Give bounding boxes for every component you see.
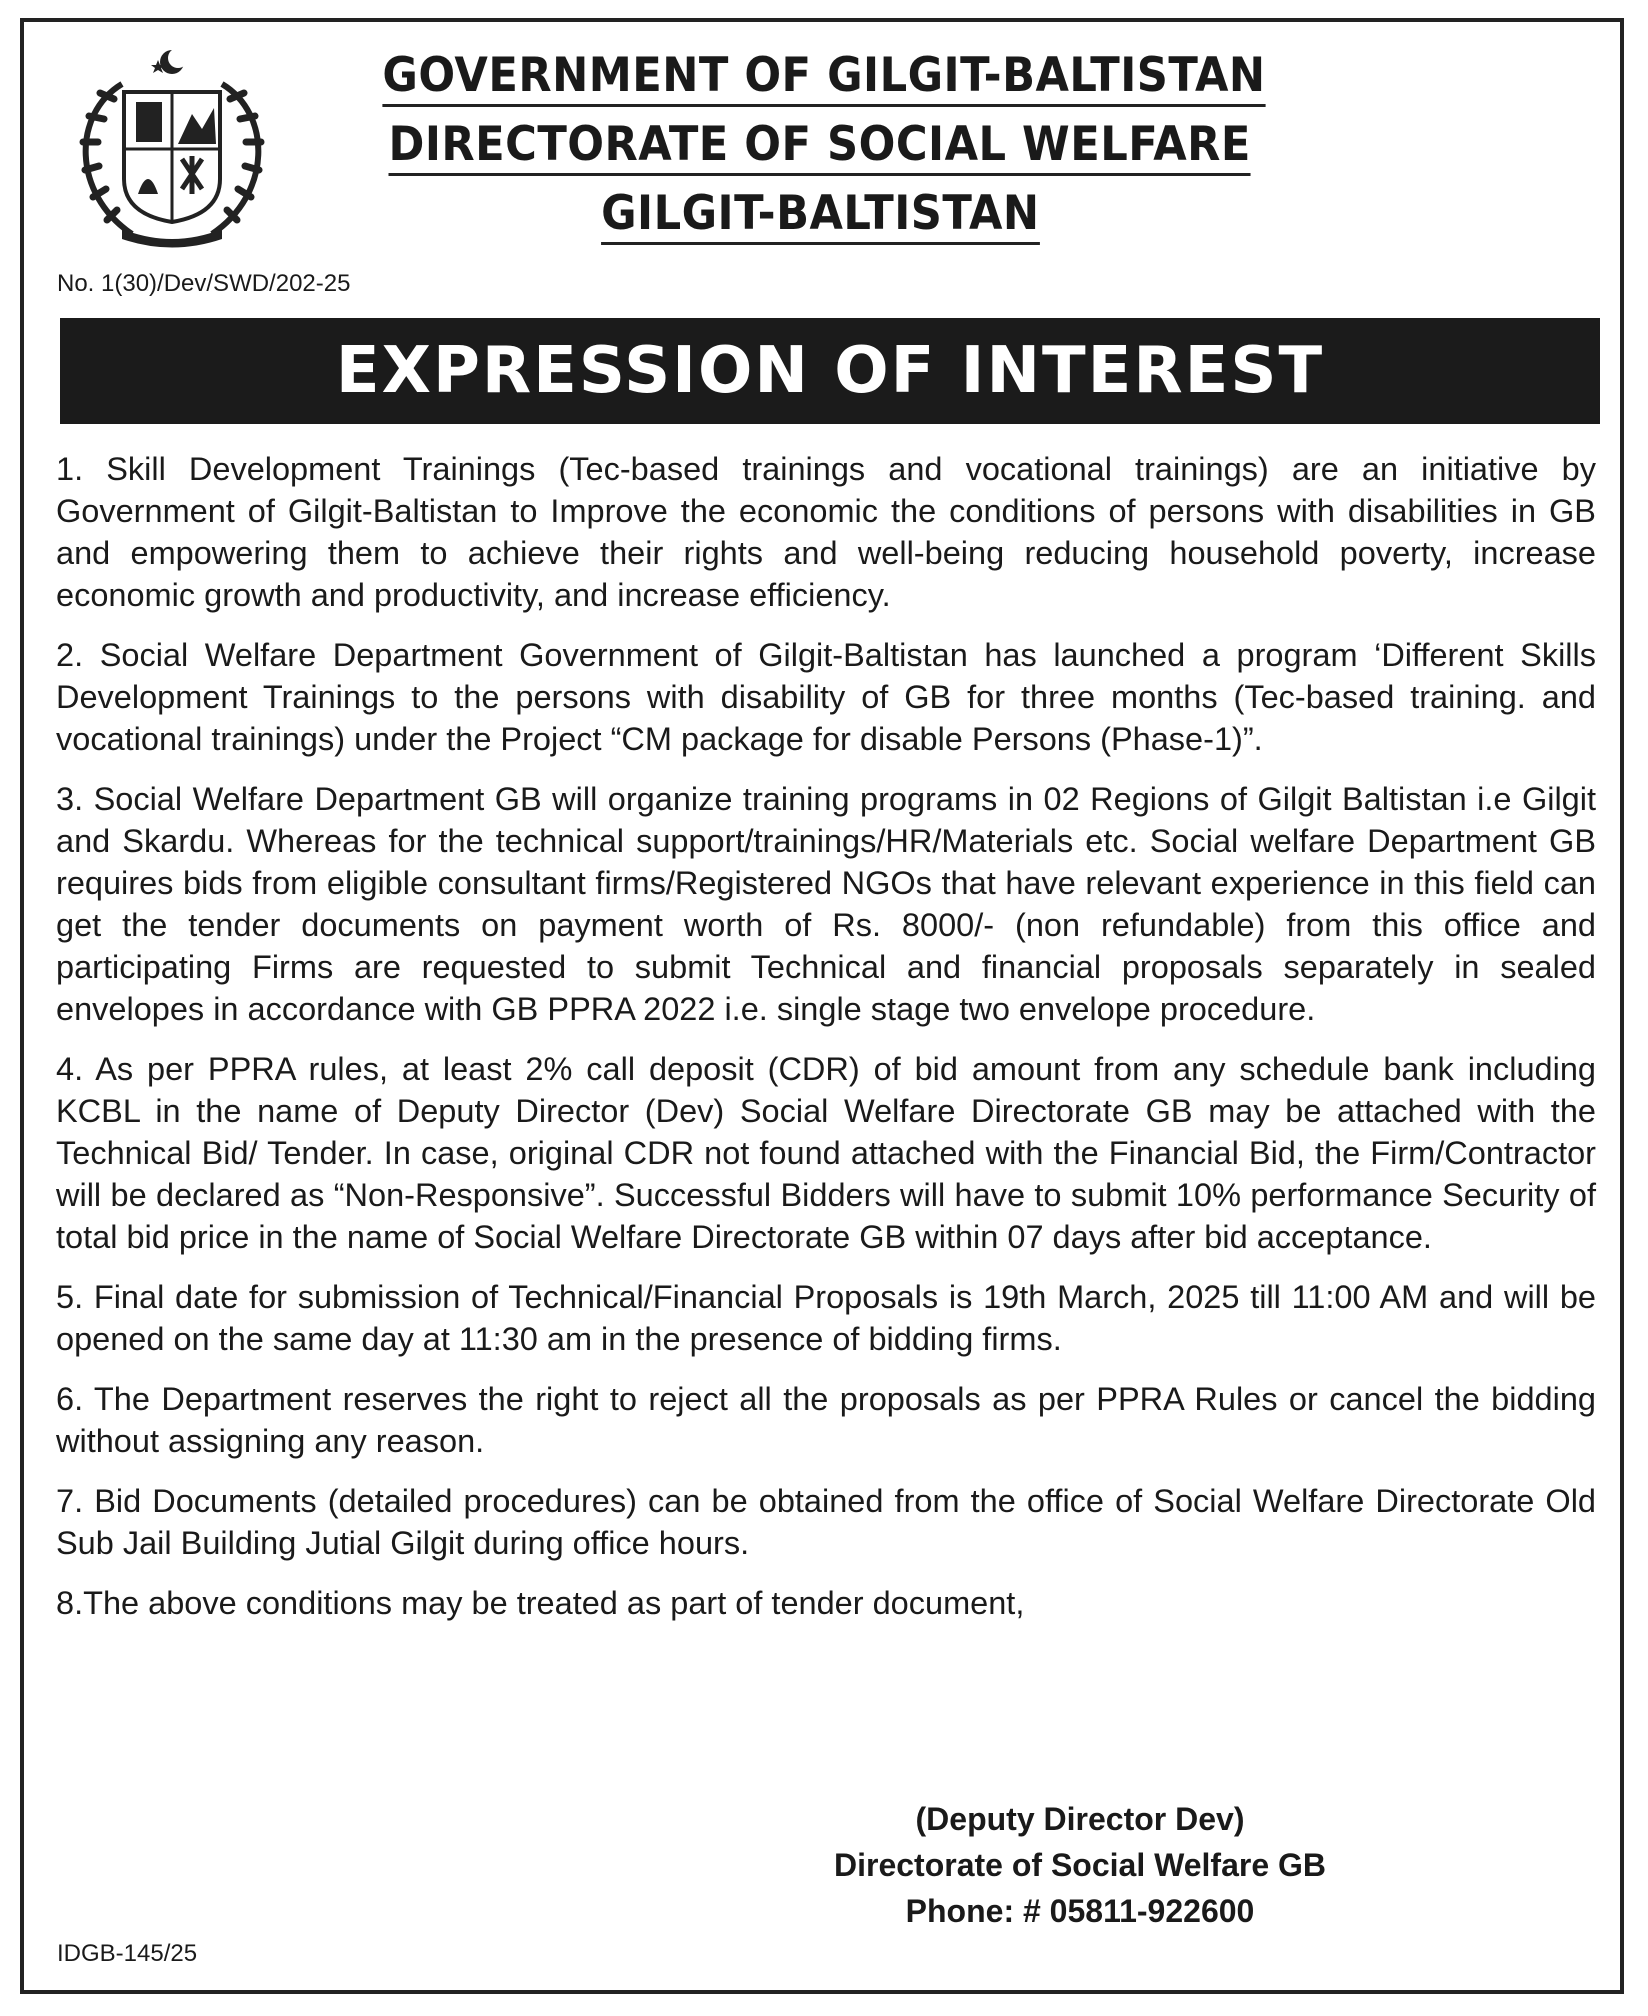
paragraph-4: 4. As per PPRA rules, at least 2% call deposit (CDR) of bid amount from any schedule bank including KCBL in the name of Deputy Director (Dev) Social Welfare Directorate GB may be attached with the Technical Bid/ Tender. In case, original CDR not found attached with the Financial Bid, the Firm/Contractor will be declared as “Non-Responsive”. Successful Bidders will have to submit 10% performance Security of total bid price in the name of Social Welfare Directorate GB within 07 days after bid acceptance. bbox=[56, 1051, 1596, 1255]
paragraph-6: 6. The Department reserves the right to reject all the proposals as per PPRA Rules or cancel the bidding without assigning any reason. bbox=[56, 1381, 1596, 1459]
notice-body bbox=[56, 448, 1596, 1642]
header-directorate: DIRECTORATE OF SOCIAL WELFARE bbox=[389, 117, 1251, 176]
reference-number: No. 1(30)/Dev/SWD/202-25 bbox=[57, 270, 351, 297]
signatory-phone: Phone: # 05811-922600 bbox=[905, 1893, 1255, 1929]
signatory-office: Directorate of Social Welfare GB bbox=[834, 1847, 1326, 1883]
signature-block bbox=[700, 1796, 1460, 1934]
gilgit-baltistan-emblem-icon bbox=[52, 44, 292, 254]
paragraph-7: 7. Bid Documents (detailed procedures) can be obtained from the office of Social Welfare Directorate Old Sub Jail Building Jutial Gilgit during office hours. bbox=[56, 1483, 1596, 1561]
paragraph-8: 8.The above conditions may be treated as part of tender document, bbox=[56, 1585, 1025, 1621]
paragraph-1: 1. Skill Development Trainings (Tec-based trainings and vocational trainings) are an initiative by Government of Gilgit-Baltistan to Improve the economic the conditions of persons with disabilities in GB and empowering them to achieve their rights and well-being reducing household poverty, increase economic growth and productivity, and increase efficiency. bbox=[56, 451, 1596, 613]
ad-code: IDGB-145/25 bbox=[57, 1940, 198, 1967]
header-region: GILGIT-BALTISTAN bbox=[601, 186, 1039, 245]
title-banner bbox=[60, 318, 1600, 424]
paragraph-2: 2. Social Welfare Department Government of Gilgit-Baltistan has launched a program ‘Different Skills Development Trainings to the persons with disability of GB for three months (Tec-based training. and vocational trainings) under the Project “CM package for disable Persons (Phase-1)”. bbox=[56, 637, 1596, 757]
paragraph-5: 5. Final date for submission of Technical/Financial Proposals is 19th March, 2025 till 11:00 AM and will be opened on the same day at 11:30 am in the presence of bidding firms. bbox=[56, 1279, 1596, 1357]
header-government: GOVERNMENT OF GILGIT-BALTISTAN bbox=[382, 48, 1265, 107]
paragraph-3: 3. Social Welfare Department GB will organize training programs in 02 Regions of Gilgit Baltistan i.e Gilgit and Skardu. Whereas for the technical support/trainings/HR/Materials etc. Social welfare Department GB requires bids from eligible consultant firms/Registered NGOs that have relevant experience in this field can get the tender documents on payment worth of Rs. 8000/- (non refundable) from this office and participating Firms are requested to submit Technical and financial proposals separately in sealed envelopes in accordance with GB PPRA 2022 i.e. single stage two envelope procedure. bbox=[56, 781, 1596, 1027]
banner-title: EXPRESSION OF INTEREST bbox=[335, 334, 1325, 408]
letterhead bbox=[330, 48, 1310, 255]
signatory-title: (Deputy Director Dev) bbox=[915, 1801, 1245, 1837]
